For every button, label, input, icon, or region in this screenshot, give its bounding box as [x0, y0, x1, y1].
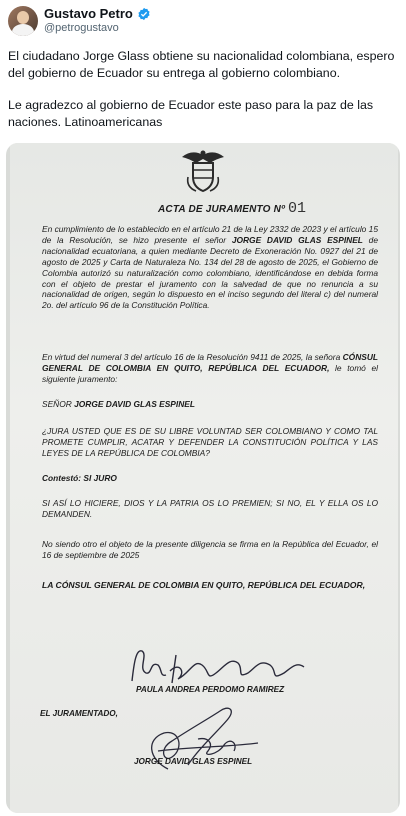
author-handle[interactable]: @petrogustavo	[44, 22, 119, 34]
document-oath-question: ¿JURA USTED QUE ES DE SU LIBRE VOLUNTAD SER COLOMBIANO Y COMO TAL PROMETE CUMPLIR, ACATAR Y DEFENDER LA CONSTITUCIÓN POLÍTICA Y LAS LEYES DE LA REPÚBLICA DE COLOMBIA?	[42, 426, 378, 458]
tweet-header	[0, 0, 406, 46]
document-paragraph-6: SI ASÍ LO HICIERE, DIOS Y LA PATRIA OS LO PREMIEN; SI NO, EL Y ELLA OS LO DEMANDEN.	[42, 498, 378, 519]
p1-text-b: de nacionalidad ecuatoriana, a quien mediante Decreto de Exoneración No. 0927 del 21 de agosto de 2025 y Carta de Naturaleza No. 134 del 28 de agosto de 2025, el Gobierno de Colombia autorizó su naturalización como colombiano, identificándose en debida forma con el objeto de prestar el juramento con la salvedad de que no renuncia a su nacionalidad de origen, según lo dispuesto en el inciso segundo del literal c) del numeral 2o. del artículo 96 de la Constitución Política.	[42, 234, 378, 311]
p1-text-a: En cumplimiento de lo establecido en el artículo 21 de la Ley 2332 de 2023 y el artículo 15 de la Resolución, se hizo presente el señor	[42, 224, 378, 245]
p2-consul: CÓNSUL GENERAL DE COLOMBIA EN QUITO, REPÚBLICA DEL ECUADOR,	[42, 352, 378, 373]
author-name-row	[44, 6, 151, 21]
signer-2-name: JORGE DAVID GLAS ESPINEL	[134, 757, 253, 766]
answer-label: Contestó:	[42, 473, 84, 483]
tweet-paragraph-1: El ciudadano Jorge Glass obtiene su nacionalidad colombiana, espero del gobierno de Ecuador su entrega al gobierno colombiano.	[8, 49, 395, 80]
p2-text-b: le tomó el siguiente juramento:	[42, 362, 379, 384]
signature-sworn	[128, 699, 278, 779]
document-consul-heading: LA CÓNSUL GENERAL DE COLOMBIA EN QUITO, REPÚBLICA DEL ECUADOR,	[42, 580, 366, 590]
document-paragraph-7: No siendo otro el objeto de la presente diligencia se firma en la República del Ecuador, el 16 de septiembre de 2025	[42, 539, 378, 560]
p1-name: JORGE DAVID GLAS ESPINEL	[231, 234, 363, 245]
avatar[interactable]	[8, 6, 38, 36]
tweet-paragraph-2: Le agradezco al gobierno de Ecuador este paso para la paz de las naciones. Latinoamericanas	[8, 98, 374, 129]
p3-name: JORGE DAVID GLAS ESPINEL	[74, 399, 195, 409]
coat-of-arms-seal	[180, 147, 226, 195]
document-number: 01	[288, 200, 307, 217]
document-title: ACTA DE JURAMENTO Nº	[158, 204, 285, 215]
verified-badge-icon	[137, 7, 151, 21]
p3-text-a: SEÑOR	[42, 399, 75, 409]
document-paragraph-1	[42, 224, 378, 311]
tweet-media-image[interactable]	[6, 143, 400, 813]
p2-text-a: En virtud del numeral 3 del artículo 16 de la Resolución 9411 de 2025, la señora	[42, 352, 343, 362]
answer-text: SI JURO	[83, 473, 117, 483]
signer-1-name: PAULA ANDREA PERDOMO RAMIREZ	[136, 685, 285, 694]
document-paragraph-3	[42, 399, 378, 410]
author-name[interactable]: Gustavo Petro	[44, 6, 133, 21]
document-answer	[42, 473, 378, 484]
signature-consul	[120, 643, 320, 691]
sworn-label: EL JURAMENTADO,	[40, 709, 118, 718]
document-paragraph-2	[42, 352, 378, 385]
document-paper	[10, 143, 398, 813]
